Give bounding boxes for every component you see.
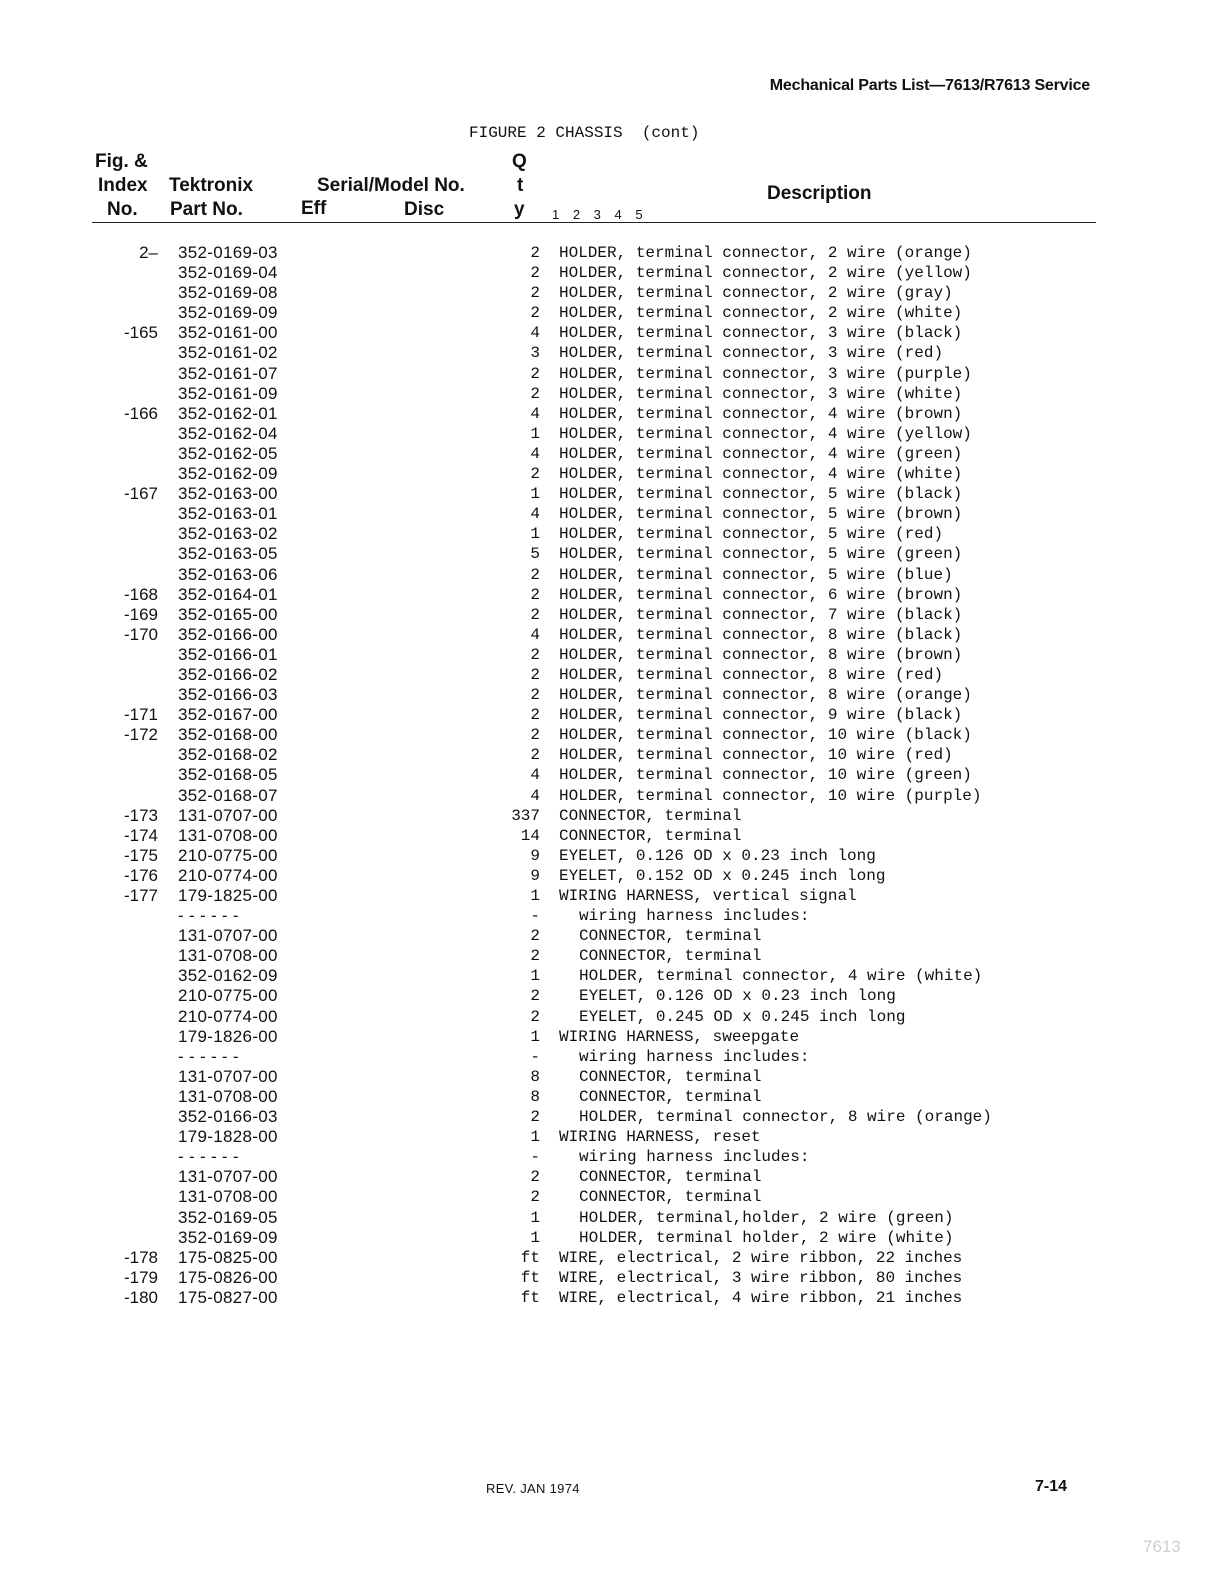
description-cell: HOLDER, terminal connector, 2 wire (orange) [559,244,972,262]
part-number-cell: 352-0162-01 [178,403,278,423]
description-cell: HOLDER, terminal connector, 6 wire (brown) [559,585,963,604]
quantity-cell: 14 [520,826,540,845]
table-row [0,585,1230,605]
description-cell: EYELET, 0.126 OD x 0.23 inch long [579,987,896,1006]
description-cell: wiring harness includes: [579,907,810,926]
part-number-cell: 352-0162-09 [178,464,278,484]
table-row [0,243,1230,263]
part-number-cell: 352-0169-04 [178,263,278,283]
header-index: Index [98,175,148,196]
index-cell: 2– [139,243,158,262]
quantity-cell: 1 [530,525,540,544]
part-number-cell: 352-0163-00 [178,484,278,504]
part-number-cell: 210-0775-00 [178,845,278,865]
index-cell: -179 [123,1267,158,1287]
table-row [0,484,1230,504]
part-number-cell: 210-0775-00 [178,986,278,1006]
part-number-cell: 352-0169-08 [178,283,278,303]
description-cell: HOLDER, terminal connector, 5 wire (red) [559,525,944,544]
quantity-cell: 2 [530,284,540,303]
table-row [0,303,1230,323]
quantity-cell: 1 [530,1128,540,1147]
table-row [0,745,1230,765]
table-row [0,1268,1230,1288]
description-cell: HOLDER, terminal connector, 5 wire (green) [559,545,963,564]
part-number-cell: 352-0166-03 [178,685,278,705]
index-cell: -178 [123,1247,158,1267]
part-number-cell: 179-1828-00 [178,1127,278,1147]
description-cell: HOLDER, terminal connector, 5 wire (blue) [559,565,953,584]
quantity-cell: - [530,1047,540,1066]
quantity-cell: 2 [530,264,540,283]
header-no: No. [107,199,138,220]
description-cell: HOLDER, terminal connector, 7 wire (black) [559,605,963,624]
header-qty-q: Q [512,151,527,172]
table-row [0,705,1230,725]
part-number-cell: 352-0164-01 [178,584,278,604]
quantity-cell: 4 [530,786,540,805]
description-cell: HOLDER, terminal connector, 2 wire (yellow) [559,264,972,283]
index-cell: -176 [123,865,158,885]
quantity-cell: 2 [530,465,540,484]
quantity-cell: 2 [530,746,540,765]
table-row [0,725,1230,745]
part-number-cell: 175-0825-00 [178,1247,278,1267]
quantity-cell: 2 [530,726,540,745]
part-number-cell: 352-0163-01 [178,504,278,524]
part-number-cell: 352-0166-01 [178,644,278,664]
description-cell: EYELET, 0.245 OD x 0.245 inch long [579,1007,906,1026]
table-row [0,1167,1230,1187]
table-row [0,283,1230,303]
quantity-cell: 1 [530,1228,540,1247]
index-cell: -167 [123,484,158,504]
quantity-cell: 2 [530,645,540,664]
quantity-cell: 1 [530,967,540,986]
quantity-cell: 1 [530,1208,540,1227]
index-cell: -177 [123,886,158,905]
table-row [0,1248,1230,1268]
part-number-cell: 352-0161-02 [178,343,278,363]
table-row [0,343,1230,363]
description-cell: CONNECTOR, terminal [579,1168,762,1187]
part-number-cell: 352-0163-06 [178,564,278,584]
table-row [0,384,1230,404]
index-cell: -166 [123,403,158,423]
table-row [0,263,1230,283]
quantity-cell: 337 [511,806,540,825]
part-number-cell: - - - - - - [178,906,239,926]
quantity-cell: 8 [530,1087,540,1106]
part-number-cell: 352-0162-05 [178,443,278,463]
quantity-cell: 4 [530,404,540,423]
part-number-cell: 131-0708-00 [178,825,278,845]
header-qty-y: y [514,199,525,220]
quantity-cell: 2 [530,565,540,584]
quantity-cell: 2 [530,1168,540,1187]
footer-revision: REV. JAN 1974 [486,1481,580,1496]
description-cell: HOLDER, terminal connector, 4 wire (green) [559,444,963,463]
description-cell: HOLDER, terminal connector, 8 wire (red) [559,665,944,684]
description-cell: HOLDER, terminal connector, 5 wire (black) [559,485,963,504]
description-cell: HOLDER, terminal connector, 8 wire (brown) [559,645,963,664]
quantity-cell: ft [520,1268,540,1287]
part-number-cell: - - - - - - [178,1147,239,1167]
description-cell: HOLDER, terminal connector, 4 wire (white) [559,465,963,484]
quantity-cell: 2 [530,706,540,725]
part-number-cell: 352-0169-03 [178,243,278,262]
description-cell: HOLDER, terminal connector, 10 wire (red) [559,746,953,765]
description-cell: HOLDER, terminal connector, 10 wire (green) [559,766,972,785]
description-cell: HOLDER, terminal connector, 3 wire (white) [559,384,963,403]
table-row [0,645,1230,665]
description-cell: EYELET, 0.152 OD x 0.245 inch long [559,866,886,885]
index-cell: -172 [123,725,158,745]
index-cell: -173 [123,805,158,825]
part-number-cell: 131-0708-00 [178,946,278,966]
quantity-cell: 2 [530,364,540,383]
quantity-cell: ft [520,1288,540,1307]
description-cell: HOLDER, terminal connector, 2 wire (white) [559,304,963,323]
description-cell: HOLDER, terminal connector, 4 wire (brown) [559,404,963,423]
part-number-cell: 131-0707-00 [178,1167,278,1187]
description-cell: WIRING HARNESS, reset [559,1128,761,1147]
part-number-cell: 352-0161-07 [178,363,278,383]
table-row [0,906,1230,926]
description-cell: HOLDER, terminal holder, 2 wire (white) [579,1228,954,1247]
quantity-cell: 3 [530,344,540,363]
table-row [0,404,1230,424]
header-eff: Eff [301,198,327,219]
header-fig: Fig. & [95,151,148,172]
part-number-cell: 352-0167-00 [178,705,278,725]
quantity-cell: 2 [530,605,540,624]
part-number-cell: 352-0166-03 [178,1107,278,1127]
description-cell: HOLDER, terminal connector, 4 wire (white) [579,967,983,986]
table-row [0,323,1230,343]
part-number-cell: 352-0161-00 [178,323,278,343]
quantity-cell: 2 [530,384,540,403]
table-row [0,1067,1230,1087]
table-row [0,786,1230,806]
header-rule [92,222,1096,223]
description-cell: CONNECTOR, terminal [559,826,742,845]
quantity-cell: 2 [530,1108,540,1127]
table-row [0,1228,1230,1248]
part-number-cell: 352-0169-09 [178,303,278,323]
part-number-cell: 210-0774-00 [178,1006,278,1026]
header-part-no: Part No. [170,199,243,220]
table-row [0,524,1230,544]
table-row [0,1107,1230,1127]
part-number-cell: - - - - - - [178,1046,239,1066]
description-cell: HOLDER, terminal connector, 3 wire (purple) [559,364,972,383]
description-cell: wiring harness includes: [579,1148,810,1167]
header-tektronix: Tektronix [169,175,254,196]
figure-title: FIGURE 2 CHASSIS (cont) [469,124,700,142]
part-number-cell: 131-0707-00 [178,805,278,825]
table-row [0,806,1230,826]
quantity-cell: 4 [530,766,540,785]
table-row [0,826,1230,846]
part-number-cell: 210-0774-00 [178,865,278,885]
quantity-cell: 4 [530,324,540,343]
header-serial-model: Serial/Model No. [317,175,465,196]
part-number-cell: 131-0708-00 [178,1086,278,1106]
description-cell: CONNECTOR, terminal [579,927,762,946]
description-cell: CONNECTOR, terminal [579,1067,762,1086]
part-number-cell: 352-0168-05 [178,765,278,785]
quantity-cell: 1 [530,887,540,905]
quantity-cell: 2 [530,686,540,705]
part-number-cell: 352-0161-09 [178,383,278,403]
description-cell: CONNECTOR, terminal [579,1188,762,1207]
part-number-cell: 131-0707-00 [178,926,278,946]
part-number-cell: 131-0708-00 [178,1187,278,1207]
description-cell: wiring harness includes: [579,1047,810,1066]
index-cell: -180 [123,1287,158,1307]
index-cell: -169 [123,604,158,624]
description-cell: HOLDER, terminal,holder, 2 wire (green) [579,1208,954,1227]
table-row [0,1027,1230,1047]
quantity-cell: 1 [530,485,540,504]
part-number-cell: 175-0827-00 [178,1287,278,1307]
table-row [0,846,1230,866]
part-number-cell: 352-0168-00 [178,725,278,745]
part-number-cell: 352-0166-02 [178,664,278,684]
parts-list [0,243,1230,1308]
description-cell: HOLDER, terminal connector, 5 wire (brown) [559,505,963,524]
table-row [0,1288,1230,1308]
table-row [0,544,1230,564]
quantity-cell: 9 [530,866,540,885]
part-number-cell: 179-1825-00 [178,886,278,905]
index-cell: -171 [123,705,158,725]
part-number-cell: 352-0168-02 [178,745,278,765]
table-row [0,464,1230,484]
header-qty-t: t [517,175,524,196]
table-row [0,625,1230,645]
header-description: Description [767,183,872,204]
part-number-cell: 352-0165-00 [178,604,278,624]
part-number-cell: 352-0169-09 [178,1227,278,1247]
description-cell: HOLDER, terminal connector, 10 wire (purple) [559,786,982,805]
quantity-cell: ft [520,1248,540,1267]
quantity-cell: 2 [530,665,540,684]
quantity-cell: 4 [530,444,540,463]
table-row [0,444,1230,464]
quantity-cell: 4 [530,625,540,644]
table-row [0,685,1230,705]
description-cell: HOLDER, terminal connector, 10 wire (black) [559,726,972,745]
quantity-cell: 4 [530,505,540,524]
part-number-cell: 131-0707-00 [178,1066,278,1086]
description-cell: WIRE, electrical, 2 wire ribbon, 22 inches [559,1248,963,1267]
part-number-cell: 352-0168-07 [178,785,278,805]
part-number-cell: 352-0169-05 [178,1207,278,1227]
table-row [0,886,1230,906]
description-cell: HOLDER, terminal connector, 8 wire (black) [559,625,963,644]
description-cell: HOLDER, terminal connector, 3 wire (black) [559,324,963,343]
quantity-cell: 2 [530,947,540,966]
header-disc: Disc [404,199,445,220]
description-cell: WIRING HARNESS, sweepgate [559,1027,800,1046]
description-cell: HOLDER, terminal connector, 8 wire (orange) [579,1108,992,1127]
part-number-cell: 352-0163-02 [178,524,278,544]
description-cell: CONNECTOR, terminal [579,947,762,966]
table-row [0,1127,1230,1147]
table-row [0,966,1230,986]
index-cell: -175 [123,845,158,865]
quantity-cell: 1 [530,424,540,443]
quantity-cell: 2 [530,987,540,1006]
quantity-cell: 8 [530,1067,540,1086]
part-number-cell: 352-0162-09 [178,966,278,986]
part-number-cell: 175-0826-00 [178,1267,278,1287]
table-row [0,565,1230,585]
quantity-cell: 2 [530,1188,540,1207]
part-number-cell: 179-1826-00 [178,1026,278,1046]
table-row [0,504,1230,524]
table-row [0,765,1230,785]
table-row [0,1087,1230,1107]
quantity-cell: 2 [530,585,540,604]
quantity-cell: 1 [530,1027,540,1046]
footer-page-number: 7-14 [1035,1478,1068,1495]
table-row [0,926,1230,946]
index-cell: -170 [123,624,158,644]
description-cell: WIRING HARNESS, vertical signal [559,887,857,905]
index-cell: -168 [123,584,158,604]
watermark: 7613 [1143,1537,1181,1556]
table-row [0,866,1230,886]
description-cell: HOLDER, terminal connector, 9 wire (black) [559,706,963,725]
quantity-cell: - [530,1148,540,1167]
description-cell: HOLDER, terminal connector, 2 wire (gray) [559,284,953,303]
table-row [0,364,1230,384]
table-row [0,424,1230,444]
index-cell: -174 [123,825,158,845]
table-row [0,605,1230,625]
table-row [0,1047,1230,1067]
description-cell: CONNECTOR, terminal [559,806,742,825]
table-row [0,1208,1230,1228]
description-cell: WIRE, electrical, 3 wire ribbon, 80 inches [559,1268,963,1287]
quantity-cell: - [530,907,540,926]
index-cell: -165 [123,323,158,343]
description-cell: HOLDER, terminal connector, 4 wire (yellow) [559,424,972,443]
table-row [0,1147,1230,1167]
description-cell: HOLDER, terminal connector, 8 wire (orange) [559,686,972,705]
table-row [0,1187,1230,1207]
table-row [0,986,1230,1006]
description-cell: HOLDER, terminal connector, 3 wire (red) [559,344,944,363]
part-number-cell: 352-0166-00 [178,624,278,644]
table-row [0,665,1230,685]
description-cell: WIRE, electrical, 4 wire ribbon, 21 inches [559,1288,963,1307]
description-cell: CONNECTOR, terminal [579,1087,762,1106]
quantity-cell: 2 [530,244,540,262]
part-number-cell: 352-0163-05 [178,544,278,564]
quantity-cell: 2 [530,1007,540,1026]
table-row [0,1007,1230,1027]
quantity-cell: 9 [530,846,540,865]
quantity-cell: 2 [530,927,540,946]
table-row [0,946,1230,966]
quantity-cell: 2 [530,304,540,323]
part-number-cell: 352-0162-04 [178,423,278,443]
header-levels: 1 2 3 4 5 [552,207,648,222]
quantity-cell: 5 [530,545,540,564]
description-cell: EYELET, 0.126 OD x 0.23 inch long [559,846,876,865]
running-head: Mechanical Parts List—7613/R7613 Service [769,77,1090,94]
